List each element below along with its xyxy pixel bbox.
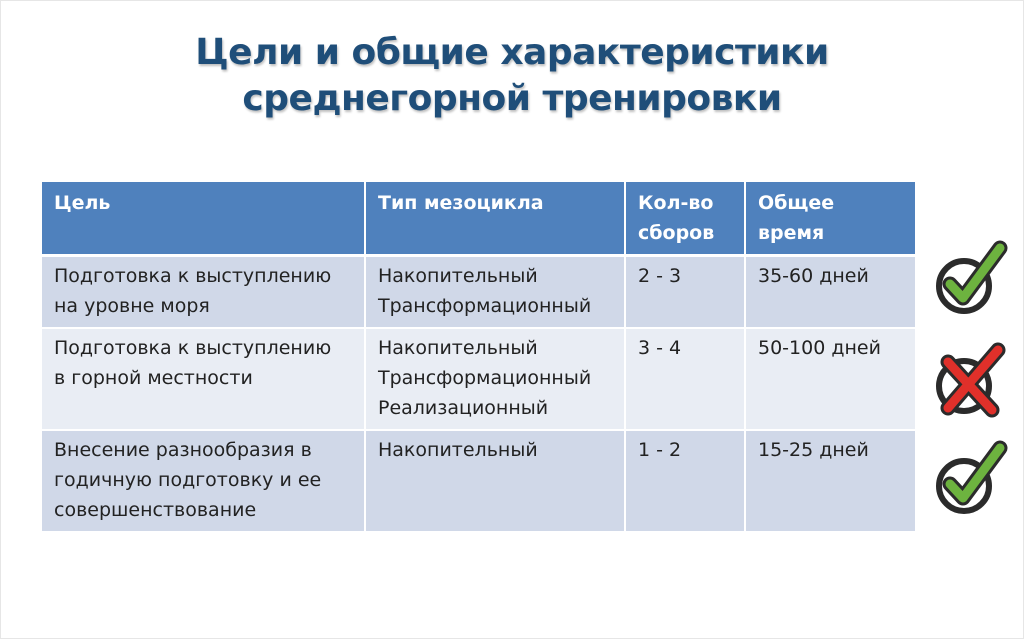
cell-type-line: Накопительный xyxy=(378,439,538,461)
table-row xyxy=(42,256,916,329)
cell-time: 50-100 дней xyxy=(745,328,916,430)
cell-type xyxy=(365,256,625,329)
page-title xyxy=(0,30,1024,122)
header-time-label-1: Общее xyxy=(758,192,835,214)
title-line-1: Цели и общие характеристики xyxy=(195,32,829,73)
header-time-label-2: время xyxy=(758,222,825,244)
cell-time: 35-60 дней xyxy=(745,256,916,329)
cell-type xyxy=(365,430,625,532)
goals-table xyxy=(42,182,917,533)
cell-goal-line: в горной местности xyxy=(54,367,253,389)
cell-goal xyxy=(42,328,365,430)
cell-goal-line: годичную подготовку и ее xyxy=(54,469,322,491)
cell-goal-line: Подготовка к выступлению xyxy=(54,265,332,287)
cell-goal-line: совершенствование xyxy=(54,499,257,521)
header-total-time xyxy=(745,182,916,256)
table-row xyxy=(42,328,916,430)
cell-goal xyxy=(42,256,365,329)
cell-goal-line: на уровне моря xyxy=(54,295,210,317)
cell-type-line: Накопительный xyxy=(378,337,538,359)
cell-type-line: Трансформационный xyxy=(378,295,592,317)
header-goal-label: Цель xyxy=(54,192,111,214)
header-camp-count xyxy=(625,182,745,256)
cell-count: 3 - 4 xyxy=(625,328,745,430)
table-header-row xyxy=(42,182,916,256)
header-goal xyxy=(42,182,365,256)
evaluation-marks xyxy=(930,240,1012,530)
header-mesocycle-type xyxy=(365,182,625,256)
header-count-label-1: Кол-во xyxy=(638,192,714,214)
cell-count: 1 - 2 xyxy=(625,430,745,532)
cell-goal-line: Внесение разнообразия в xyxy=(54,439,312,461)
header-count-label-2: сборов xyxy=(638,222,715,244)
cell-time: 15-25 дней xyxy=(745,430,916,532)
cell-count: 2 - 3 xyxy=(625,256,745,329)
header-type-label: Тип мезоцикла xyxy=(378,192,544,214)
cross-icon xyxy=(930,340,1010,420)
cell-type-line: Реализационный xyxy=(378,397,549,419)
check-icon xyxy=(930,440,1010,520)
cell-goal-line: Подготовка к выступлению xyxy=(54,337,332,359)
cell-type-line: Накопительный xyxy=(378,265,538,287)
cell-goal xyxy=(42,430,365,532)
check-icon xyxy=(930,240,1010,320)
title-line-2: среднегорной тренировки xyxy=(242,78,782,119)
table-row xyxy=(42,430,916,532)
cell-type-line: Трансформационный xyxy=(378,367,592,389)
cell-type xyxy=(365,328,625,430)
